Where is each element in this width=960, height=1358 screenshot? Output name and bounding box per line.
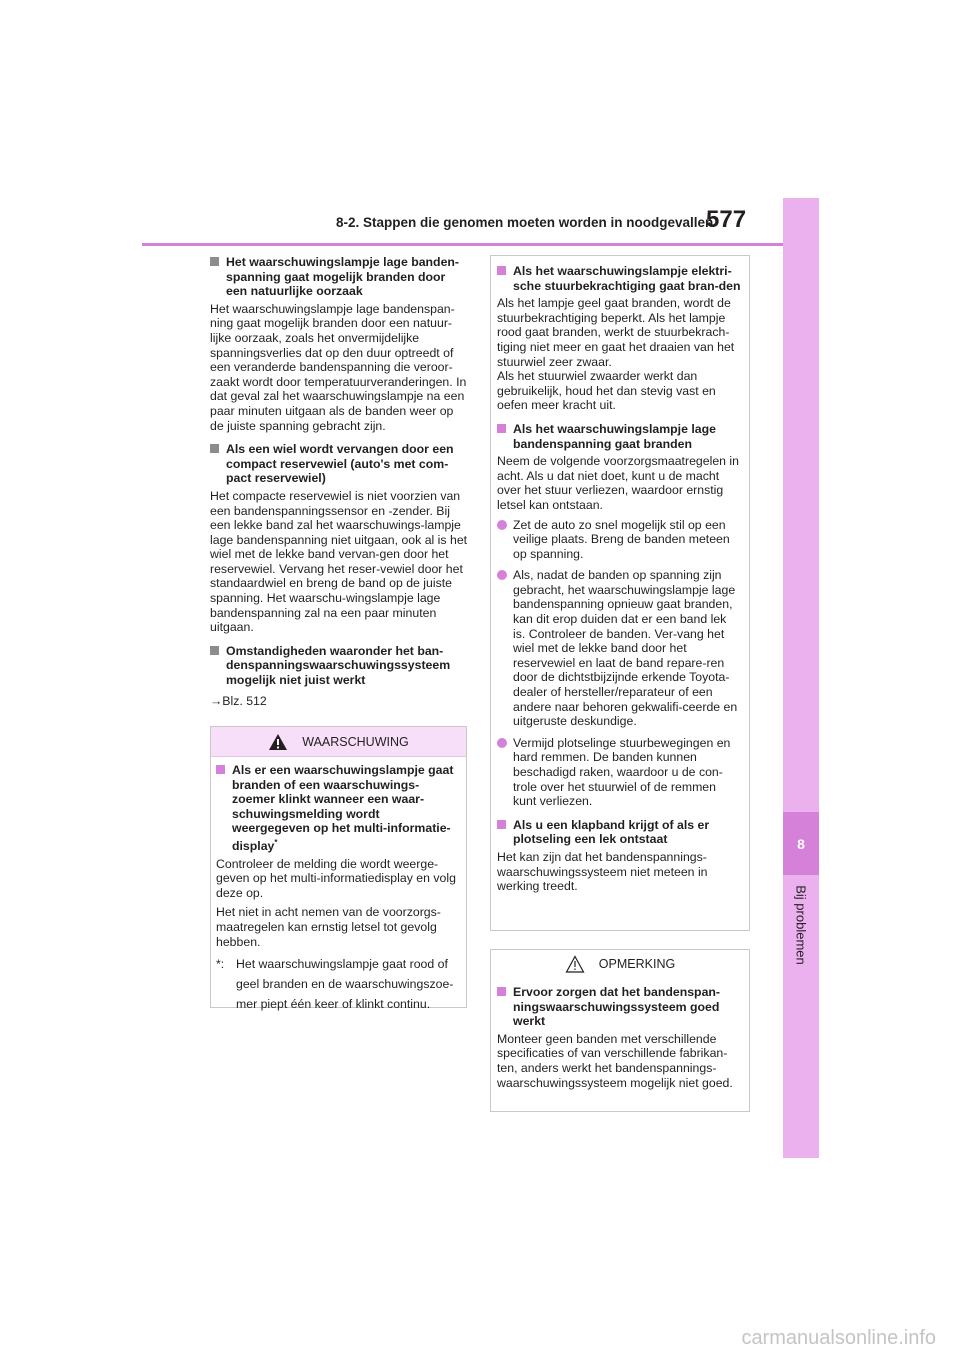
- warning-body: [211, 757, 466, 1014]
- caution-triangle-icon: [565, 955, 585, 973]
- footnote-mark: *:: [216, 957, 225, 972]
- section: [210, 644, 468, 708]
- header-rule: [142, 243, 792, 246]
- chapter-number: 8: [783, 812, 819, 875]
- section-body: Het waarschuwingslampje lage bandenspan-ning gaat mogelijk branden door een natuur-lijke oorzaak, zoals het onvermijdelijke spanningsverlies dat op den duur optreedt of een veranderde bandenspanning die veroor-zaakt wordt door temperatuurveranderingen. In dat geval zal het waarschuwingslampje na een paar minuten uitgaan als de banden weer op de juiste spanning gebracht zijn.: [210, 301, 467, 433]
- bullet-item: Als, nadat de banden op spanning zijn gebracht, het waarschuwingslampje lage bandenspanning opnieuw gaat branden, kan dit erop duiden dat er een band lek is. Controleer de banden. Ver-vang het wiel met de lekke band door het reservewiel en laat de band repare-ren door de dichtstbijzijnde erkende Toyota-dealer of hersteller/reparateur of een andere naar behoren gekwalifi-ceerde en uitgeruste deskundige.: [497, 568, 742, 729]
- chapter-side-tab: [783, 198, 819, 1158]
- section: [210, 442, 468, 635]
- bullet-dot-icon: [497, 570, 507, 580]
- warning-header: [211, 727, 466, 757]
- section: [497, 818, 742, 894]
- footnote-marker: *: [274, 837, 278, 847]
- bullet-dot-icon: [497, 520, 507, 530]
- right-info-box: [490, 255, 750, 931]
- warning-title: WAARSCHUWING: [302, 734, 409, 749]
- note-header: [491, 950, 749, 978]
- note-heading: Ervoor zorgen dat het bandenspan-ningswaarschuwingssysteem goed werkt: [497, 985, 742, 1029]
- note-title: OPMERKING: [598, 957, 676, 971]
- section: [497, 422, 742, 809]
- section-heading: Als u een klapband krijgt of als er plotseling een lek ontstaat: [497, 818, 742, 847]
- bullet-item: Zet de auto zo snel mogelijk stil op een veilige plaats. Breng de banden meteen op spanning.: [497, 518, 742, 562]
- note-box: [490, 949, 750, 1112]
- section-body: Het compacte reservewiel is niet voorzien van een bandenspanningssensor en -zender. Bij een lekke band zal het waarschuwings-lampje lage bandenspanning niet uitgaan, ook al is het wiel met de lekke band vervan-gen door het reservewiel. Vervang het reser-vewiel door het standaardwiel en breng de band op de juiste spanning. Het waarschu-wingslampje lage bandenspanning zal na een paar minuten uitgaan.: [210, 488, 468, 635]
- footnote: [216, 954, 460, 1014]
- section-body: Het kan zijn dat het bandenspannings-waarschuwingssysteem niet meteen in werking treedt.: [497, 849, 708, 894]
- warning-paragraph: Controleer de melding die wordt weerge-geven op het multi-informatiedisplay en volg deze op.: [216, 856, 456, 900]
- watermark: carmanualsonline.info: [741, 1327, 936, 1349]
- footnote-text: Het waarschuwingslampje gaat rood of geel branden en de waarschuwingszoe-mer piept één keer of klinkt continu.: [236, 957, 454, 1012]
- warning-heading: Als er een waarschuwingslampje gaat branden of een waarschuwings-zoemer klinkt wanneer een waar-schuwingsmelding wordt weergegeven op het multi-informatie-display*: [216, 763, 460, 854]
- warning-box: [210, 726, 467, 1012]
- warning-paragraph: Het niet in acht nemen van de voorzorgs-maatregelen kan ernstig letsel tot gevolg hebben.: [216, 905, 441, 949]
- page-reference: →Blz. 512: [210, 693, 267, 708]
- section-heading: Het waarschuwingslampje lage banden-spanning gaat mogelijk branden door een natuurlijke oorzaak: [210, 255, 468, 299]
- section-title: 8-2. Stappen die genomen moeten worden in noodgevallen: [336, 215, 714, 230]
- section-heading: Als het waarschuwingslampje lage bandenspanning gaat branden: [497, 422, 742, 451]
- section-heading: Als een wiel wordt vervangen door een compact reservewiel (auto's met com-pact reservewiel): [210, 442, 468, 486]
- chapter-label: Bij problemen: [793, 885, 809, 965]
- section: [210, 255, 468, 433]
- page-number: 577: [706, 206, 747, 233]
- section-body: Neem de volgende voorzorgsmaatregelen in acht. Als u dat niet doet, kunt u de macht over het stuur verliezen, waardoor ernstig letsel kan ontstaan.: [497, 454, 739, 512]
- left-column: [210, 255, 468, 717]
- section-heading: Omstandigheden waaronder het ban-denspanningswaarschuwingssysteem mogelijk niet juist werkt: [210, 644, 468, 688]
- section: [497, 264, 742, 413]
- note-paragraph: Monteer geen banden met verschillende specificaties of van verschillende fabrikan-ten, anders werkt het bandenspannings-waarschuwingssysteem mogelijk niet goed.: [497, 1031, 733, 1090]
- section-body: Als het lampje geel gaat branden, wordt de stuurbekrachtiging beperkt. Als het lampje rood gaat branden, werkt de stuurbekrach-tiging niet meer en gaat het draaien van het stuurwiel zeer zwaar. Als het stuurwiel zwaarder werkt dan gebruikelijk, houd het dan stevig vast en oefen meer kracht uit.: [497, 296, 735, 413]
- warning-triangle-icon: [268, 733, 288, 751]
- note-body: [491, 978, 749, 1090]
- section-heading: Als het waarschuwingslampje elektri-sche stuurbekrachtiging gaat bran-den: [497, 264, 742, 293]
- bullet-item: Vermijd plotselinge stuurbewegingen en hard remmen. De banden kunnen beschadigd raken, waardoor u de con-trole over het stuurwiel of de remmen kunt verliezen.: [497, 736, 742, 809]
- bullet-dot-icon: [497, 738, 507, 748]
